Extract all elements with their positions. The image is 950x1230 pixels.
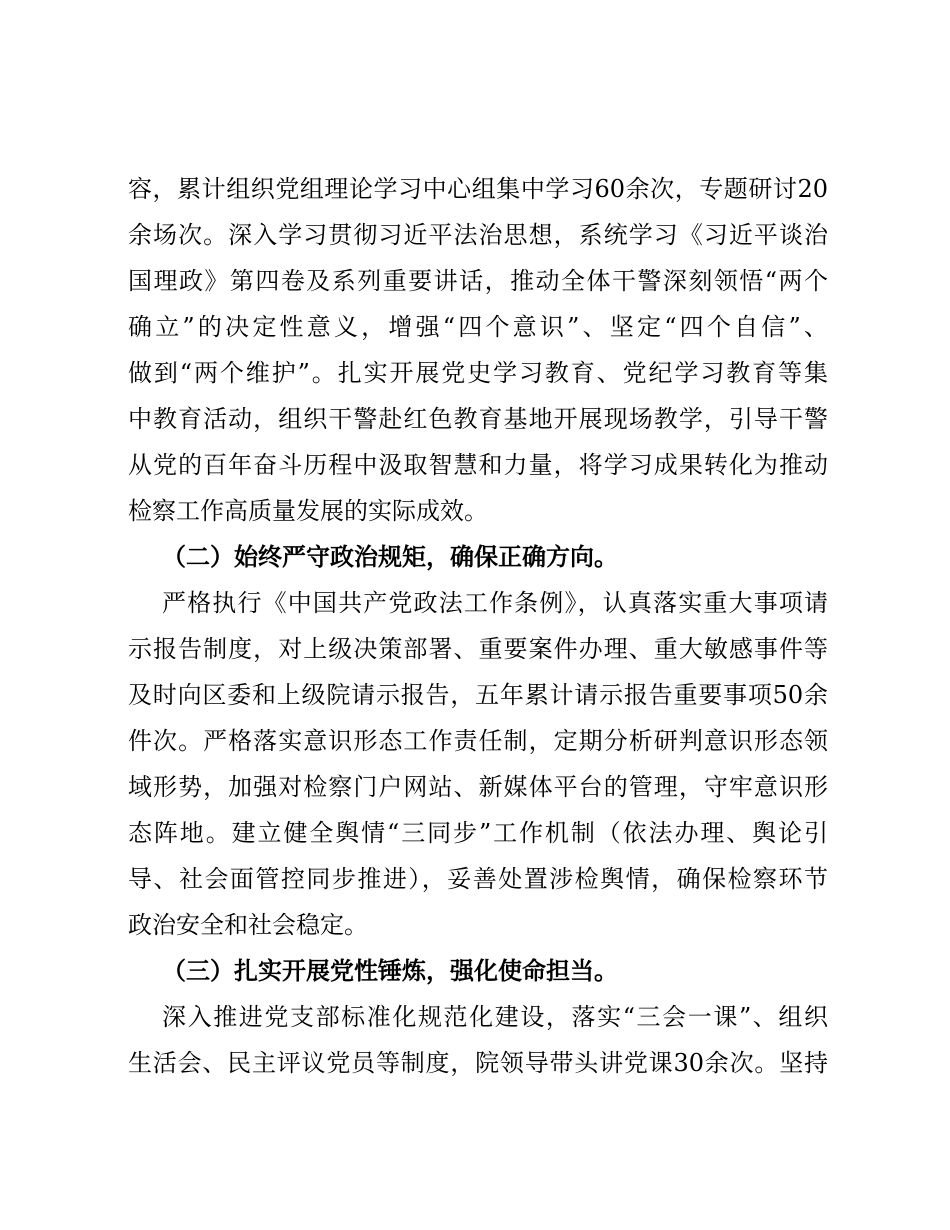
text-line: 严格执行《中国共产党政法工作条例》，认真落实重大事项请 [162,589,828,617]
text-line: 余场次。深入学习贯彻习近平法治思想，系统学习《习近平谈治 [128,221,828,249]
text-line: 国理政》第四卷及系列重要讲话，推动全体干警深刻领悟“两个 [128,267,828,295]
text-line: 域形势，加强对检察门户网站、新媒体平台的管理，守牢意识形 [128,773,828,801]
text-line: 态阵地。建立健全舆情“三同步”工作机制（依法办理、舆论引 [128,819,828,847]
text-line: 检察工作高质量发展的实际成效。 [128,497,488,525]
paragraph-study [128,166,828,534]
section-heading-2: （二）始终严守政治规矩，确保正确方向。 [162,542,618,571]
text-line: 中教育活动，组织干警赴红色教育基地开展现场教学，引导干警 [128,405,828,433]
text-line: 政治安全和社会稳定。 [128,911,368,939]
text-line: 做到“两个维护”。扎实开展党史学习教育、党纪学习教育等集 [128,359,828,387]
text-line: 确立”的决定性意义，增强“四个意识”、坚定“四个自信”、 [128,313,828,341]
text-line: 示报告制度，对上级决策部署、重要案件办理、重大敏感事件等 [128,635,828,663]
paragraph-party-spirit [128,994,828,1086]
text-line: 及时向区委和上级院请示报告，五年累计请示报告重要事项50余 [128,681,828,709]
text-line: 件次。严格落实意识形态工作责任制，定期分析研判意识形态领 [128,727,828,755]
text-line: 导、社会面管控同步推进），妥善处置涉检舆情，确保检察环节 [128,865,828,893]
text-line: 生活会、民主评议党员等制度，院领导带头讲党课30余次。坚持 [128,1049,828,1077]
text-line: 深入推进党支部标准化规范化建设，落实“三会一课”、组织 [162,1003,828,1031]
section-heading-3: （三）扎实开展党性锤炼，强化使命担当。 [162,956,618,985]
paragraph-political-rules [128,580,828,948]
document-body [128,166,828,1086]
text-line: 容，累计组织党组理论学习中心组集中学习60余次，专题研讨20 [128,175,828,203]
text-line: 从党的百年奋斗历程中汲取智慧和力量，将学习成果转化为推动 [128,451,828,479]
